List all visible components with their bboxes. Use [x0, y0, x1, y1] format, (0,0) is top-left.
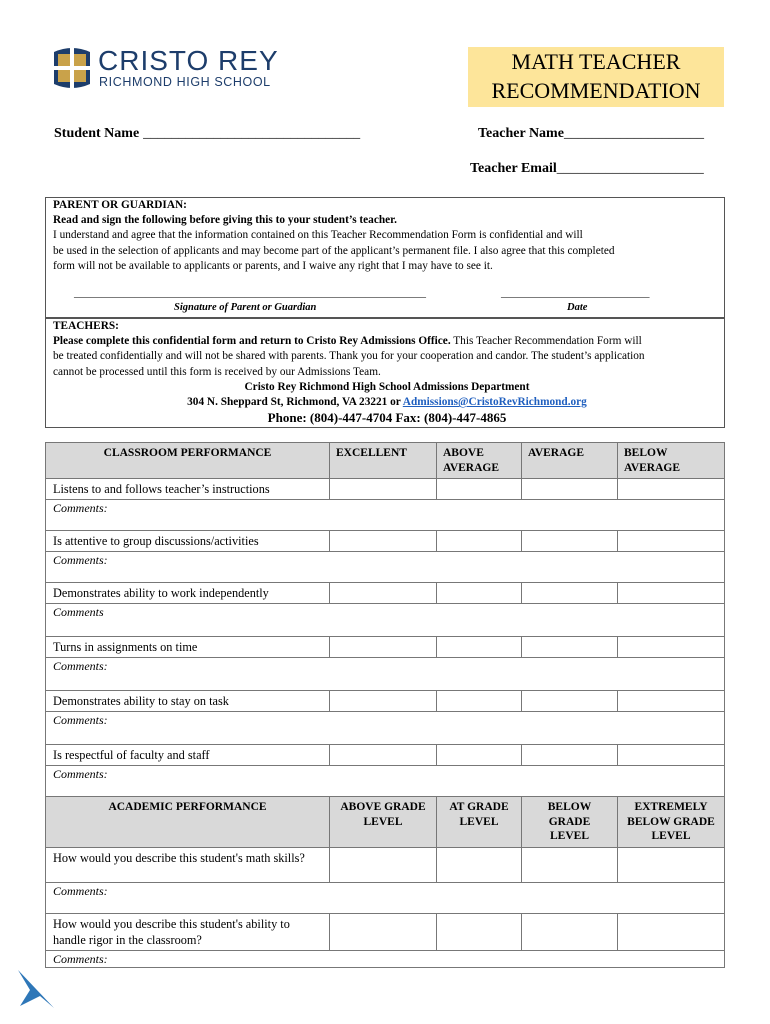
- classroom-comment-row: [46, 766, 725, 797]
- teachers-line2: be treated confidentially and will not be shared with parents. Thank you for your cooperation and candor. The student’s application: [53, 350, 645, 363]
- student-name-line[interactable]: _______________________________: [143, 126, 361, 141]
- parent-instruction: Read and sign the following before giving this to your student’s teacher.: [53, 214, 397, 227]
- classroom-rating-cell[interactable]: [522, 479, 618, 500]
- classroom-item-label: Is respectful of faculty and staff: [46, 745, 330, 766]
- student-name-label: Student Name: [54, 126, 140, 141]
- academic-rating-cell[interactable]: [618, 913, 725, 950]
- classroom-header-1: EXCELLENT: [330, 443, 437, 479]
- classroom-item-label: Demonstrates ability to work independently: [46, 583, 330, 604]
- academic-header-3: BELOW GRADE LEVEL: [522, 797, 618, 848]
- academic-header-0: ACADEMIC PERFORMANCE: [46, 797, 330, 848]
- classroom-comment-row: [46, 500, 725, 531]
- classroom-header-3: AVERAGE: [522, 443, 618, 479]
- classroom-rating-cell[interactable]: [618, 531, 725, 552]
- teacher-email-label: Teacher Email: [470, 161, 557, 176]
- academic-rating-cell[interactable]: [522, 913, 618, 950]
- academic-item-row: [46, 847, 725, 882]
- classroom-rating-cell[interactable]: [437, 745, 522, 766]
- academic-rating-cell[interactable]: [618, 847, 725, 882]
- admissions-address: 304 N. Sheppard St, Richmond, VA 23221 or: [187, 396, 403, 409]
- classroom-item-label: Demonstrates ability to stay on task: [46, 691, 330, 712]
- classroom-comment-row: [46, 658, 725, 691]
- classroom-rating-cell[interactable]: [437, 479, 522, 500]
- classroom-rating-cell[interactable]: [330, 583, 437, 604]
- classroom-rating-cell[interactable]: [522, 583, 618, 604]
- teacher-email-line[interactable]: _____________________: [556, 161, 704, 176]
- form-title-line2: RECOMMENDATION: [491, 78, 701, 103]
- classroom-rating-cell[interactable]: [618, 583, 725, 604]
- academic-item-row: [46, 913, 725, 950]
- classroom-comment-field[interactable]: Comments:: [46, 552, 725, 583]
- school-logo-name: CRISTO REY: [98, 45, 279, 76]
- classroom-rating-cell[interactable]: [522, 745, 618, 766]
- academic-header-2: AT GRADE LEVEL: [437, 797, 522, 848]
- classroom-rating-cell[interactable]: [522, 691, 618, 712]
- admissions-email-link[interactable]: Admissions@CristoRevRichmond.org: [402, 396, 587, 409]
- classroom-comment-field[interactable]: Comments:: [46, 500, 725, 531]
- parent-text: [53, 198, 718, 274]
- classroom-item-row: [46, 745, 725, 766]
- academic-rating-cell[interactable]: [330, 847, 437, 882]
- classroom-rating-cell[interactable]: [618, 691, 725, 712]
- student-name-field[interactable]: [54, 124, 360, 142]
- parent-signature-line[interactable]: ________________________________________________________________: [74, 287, 426, 299]
- classroom-rating-cell[interactable]: [618, 745, 725, 766]
- cristo-rey-bird-icon: [14, 966, 60, 1012]
- classroom-rating-cell[interactable]: [330, 691, 437, 712]
- teacher-email-field[interactable]: [470, 159, 704, 177]
- classroom-header-0: CLASSROOM PERFORMANCE: [46, 443, 330, 479]
- classroom-rating-cell[interactable]: [522, 637, 618, 658]
- teachers-line3: cannot be processed until this form is received by our Admissions Team.: [53, 365, 381, 378]
- academic-item-label: How would you describe this student's math skills?: [46, 847, 330, 882]
- admissions-phone-fax: Phone: (804)-447-4704 Fax: (804)-447-4865: [267, 410, 507, 426]
- school-logo-cross-icon: [50, 44, 94, 92]
- teacher-name-field[interactable]: [478, 124, 704, 142]
- classroom-item-label: Turns in assignments on time: [46, 637, 330, 658]
- parent-heading: PARENT OR GUARDIAN:: [53, 199, 187, 211]
- classroom-rating-cell[interactable]: [330, 531, 437, 552]
- classroom-rating-cell[interactable]: [330, 745, 437, 766]
- parent-agreement-line2: be used in the selection of applicants and may become part of the applicant’s permanent file. I also agree that this completed: [53, 244, 615, 257]
- academic-item-label: How would you describe this student's ability to handle rigor in the classroom?: [46, 913, 330, 950]
- classroom-rating-cell[interactable]: [437, 637, 522, 658]
- classroom-header-row: [46, 443, 725, 479]
- school-logo-subtitle: RICHMOND HIGH SCHOOL: [99, 75, 271, 89]
- classroom-item-row: [46, 583, 725, 604]
- classroom-comment-row: [46, 604, 725, 637]
- teachers-instruction: Please complete this confidential form and return to Cristo Rey Admissions Office.: [53, 335, 451, 348]
- parent-date-line[interactable]: ___________________________: [501, 287, 650, 299]
- classroom-rating-cell[interactable]: [437, 691, 522, 712]
- classroom-comment-row: [46, 552, 725, 583]
- classroom-item-row: [46, 691, 725, 712]
- classroom-rating-cell[interactable]: [330, 637, 437, 658]
- parent-agreement-line1: I understand and agree that the information contained on this Teacher Recommendation Form is confidential and will: [53, 229, 583, 242]
- academic-comment-field[interactable]: Comments:: [46, 882, 725, 913]
- teachers-heading: TEACHERS:: [53, 320, 119, 332]
- academic-rating-cell[interactable]: [437, 913, 522, 950]
- classroom-rating-cell[interactable]: [437, 583, 522, 604]
- classroom-item-label: Is attentive to group discussions/activities: [46, 531, 330, 552]
- classroom-header-4: BELOW AVERAGE: [618, 443, 725, 479]
- classroom-comment-field[interactable]: Comments:: [46, 766, 725, 797]
- classroom-header-2: ABOVE AVERAGE: [437, 443, 522, 479]
- academic-rating-cell[interactable]: [330, 913, 437, 950]
- classroom-item-row: [46, 531, 725, 552]
- form-title-line1: MATH TEACHER: [511, 49, 681, 74]
- classroom-rating-cell[interactable]: [618, 637, 725, 658]
- classroom-comment-field[interactable]: Comments:: [46, 712, 725, 745]
- classroom-item-label: Listens to and follows teacher’s instructions: [46, 479, 330, 500]
- classroom-comment-row: [46, 712, 725, 745]
- academic-header-1: ABOVE GRADE LEVEL: [330, 797, 437, 848]
- classroom-rating-cell[interactable]: [522, 531, 618, 552]
- classroom-item-row: [46, 637, 725, 658]
- academic-comment-row: [46, 950, 725, 967]
- classroom-comment-field[interactable]: Comments:: [46, 658, 725, 691]
- admissions-department: Cristo Rey Richmond High School Admissions Department: [244, 380, 530, 393]
- academic-comment-field[interactable]: Comments:: [46, 950, 725, 967]
- performance-table: [45, 442, 725, 968]
- academic-header-row: [46, 797, 725, 848]
- teacher-name-label: Teacher Name: [478, 126, 564, 141]
- teacher-name-line[interactable]: ____________________: [563, 126, 704, 141]
- classroom-rating-cell[interactable]: [437, 531, 522, 552]
- parent-agreement-line3: form will not be available to applicants or parents, and I waive any right that I may have to see it.: [53, 259, 493, 272]
- teachers-text: [53, 319, 721, 426]
- teachers-instruction-rest: This Teacher Recommendation Form will: [450, 335, 642, 348]
- academic-header-4: EXTREMELY BELOW GRADE LEVEL: [618, 797, 725, 848]
- date-label: Date: [567, 302, 588, 313]
- signature-label: Signature of Parent or Guardian: [174, 302, 317, 313]
- classroom-rating-cell[interactable]: [618, 479, 725, 500]
- classroom-comment-field[interactable]: Comments: [46, 604, 725, 637]
- academic-comment-row: [46, 882, 725, 913]
- classroom-rating-cell[interactable]: [330, 479, 437, 500]
- form-title: [468, 47, 724, 107]
- academic-rating-cell[interactable]: [437, 847, 522, 882]
- academic-rating-cell[interactable]: [522, 847, 618, 882]
- classroom-item-row: [46, 479, 725, 500]
